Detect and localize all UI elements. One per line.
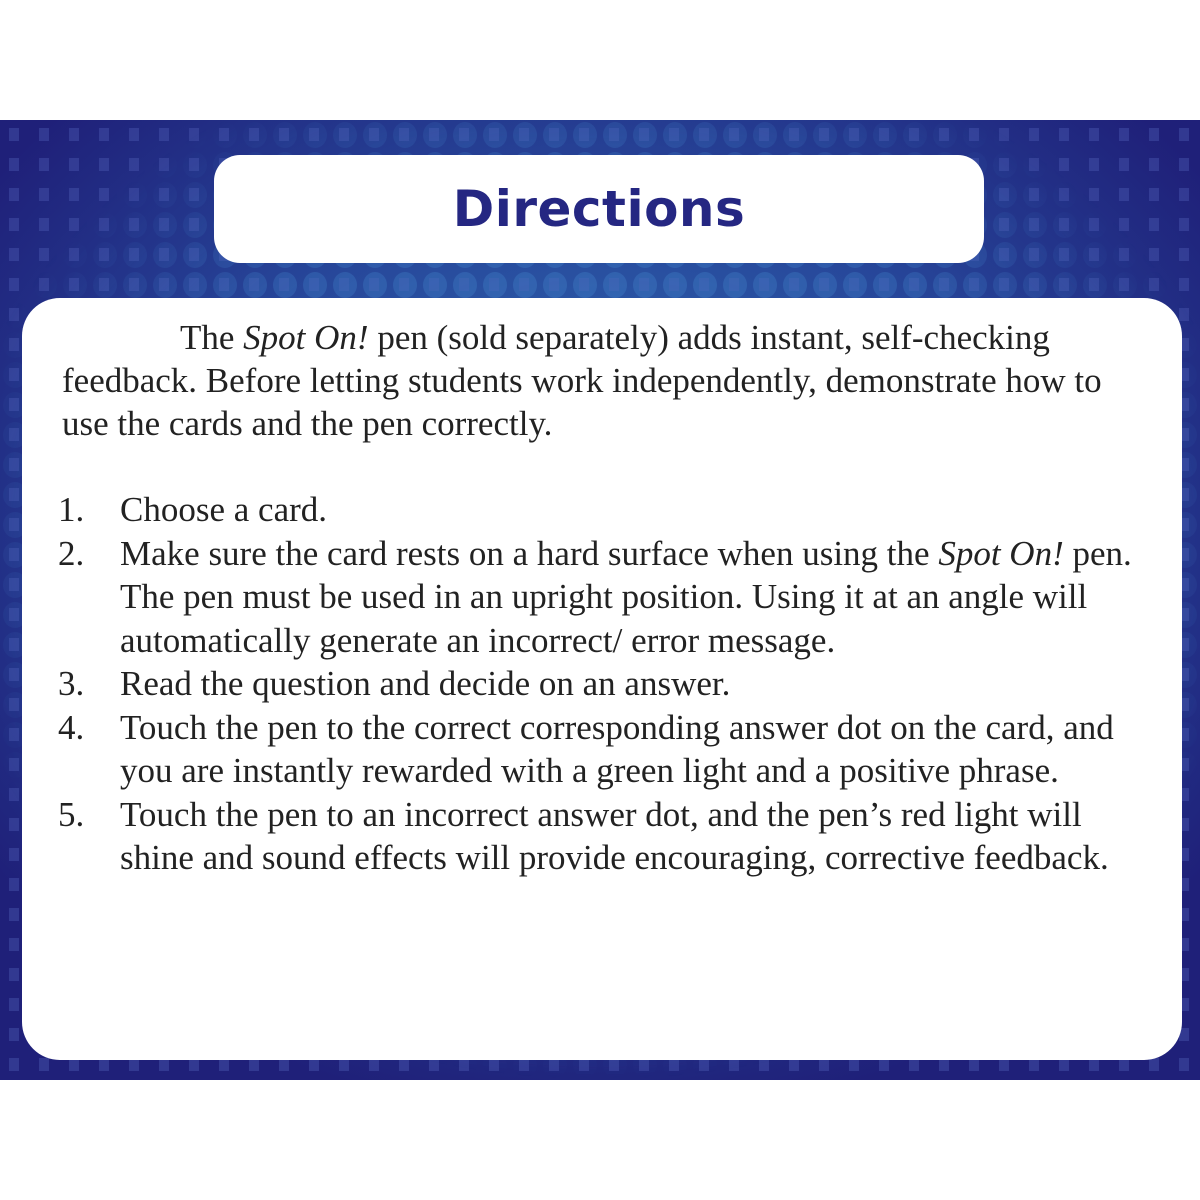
title-banner (214, 155, 984, 263)
step-number: 5. (58, 794, 85, 834)
step-text-end: pen. The pen must be used in an upright position. Using it at an angle will automatically generate an incorrect/ error message. (120, 533, 1132, 660)
intro-product-name: Spot On! (243, 318, 369, 357)
intro-text-start: The (180, 318, 244, 357)
step-product-name: Spot On! (938, 533, 1064, 573)
step-text: Touch the pen to an incorrect answer dot, and the pen’s red light will shine and sound effects will provide encouraging, corrective feedback. (120, 794, 1109, 877)
step-number: 3. (58, 664, 85, 703)
step-number: 4. (58, 707, 85, 747)
directions-title: Directions (452, 180, 746, 238)
step-number: 1. (58, 490, 85, 529)
step-item-3 (50, 662, 1160, 706)
directions-card (0, 120, 1200, 1080)
step-item-1 (50, 488, 1160, 532)
intro-text-end: pen (sold separately) adds instant, self-checking feedback. Before letting students work independently, demonstrate how to use the cards and the pen correctly. (62, 318, 1102, 443)
step-number: 2. (58, 533, 85, 573)
step-text: Read the question and decide on an answer. (120, 664, 731, 703)
step-item-2 (50, 532, 1160, 663)
instructions-panel (22, 298, 1182, 1060)
step-item-4 (50, 706, 1160, 793)
steps-list (50, 488, 1160, 880)
intro-paragraph (62, 316, 1152, 445)
step-text-start: Make sure the card rests on a hard surface when using the (120, 533, 939, 573)
step-text: Choose a card. (120, 490, 328, 529)
step-text: Touch the pen to the correct corresponding answer dot on the card, and you are instantly rewarded with a green light and a positive phrase. (120, 707, 1114, 790)
step-item-5 (50, 793, 1160, 880)
